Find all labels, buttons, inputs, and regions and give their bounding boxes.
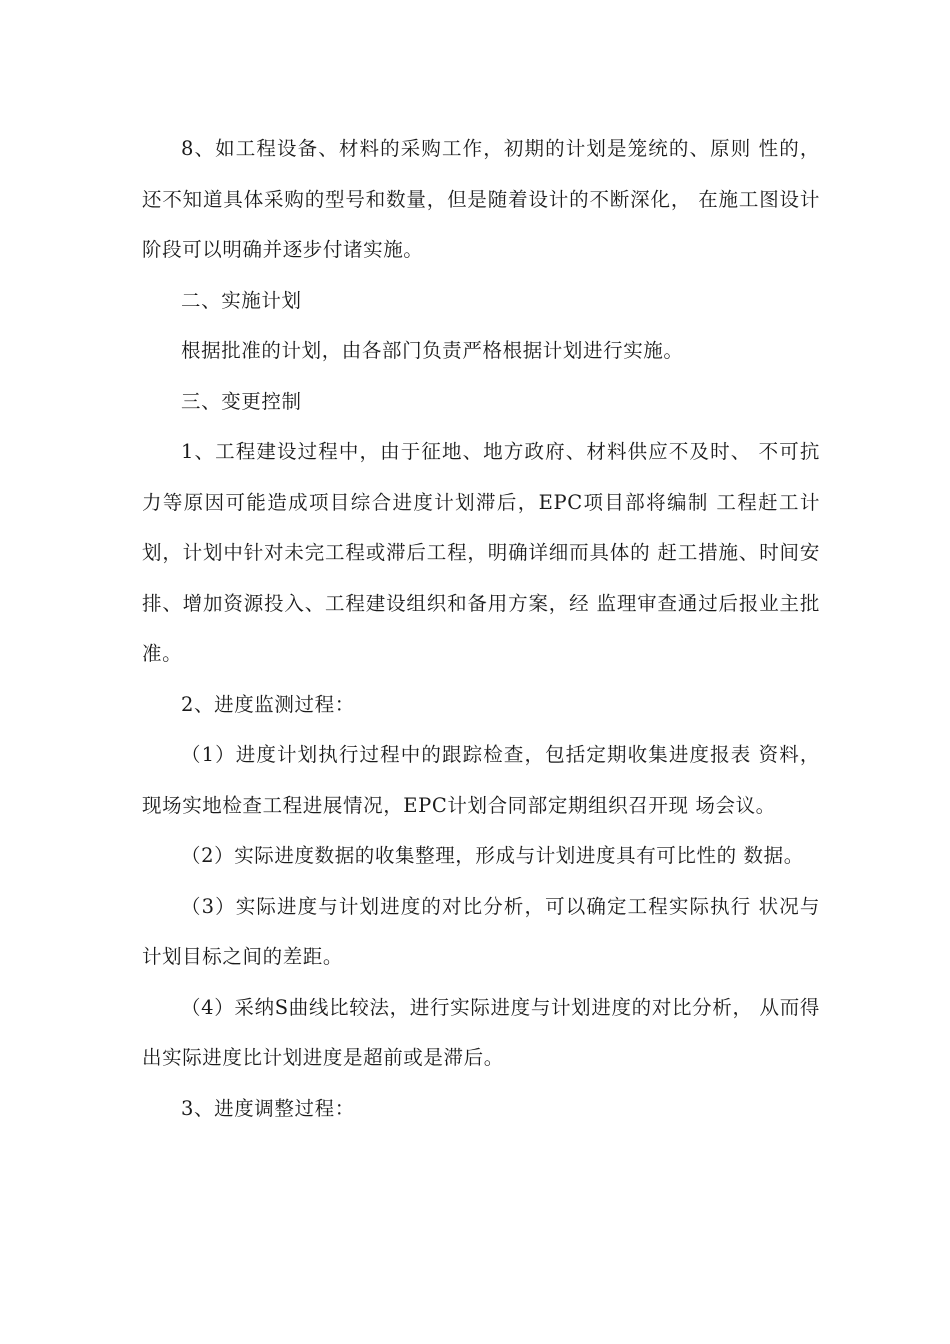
paragraph-monitoring-sub-1: （1）进度计划执行过程中的跟踪检查，包括定期收集进度报表 资料，现场实地检查工程进展情况，EPC计划合同部定期组织召开现 场会议。 — [142, 743, 820, 817]
paragraph-monitoring-sub-2: （2）实际进度数据的收集整理，形成与计划进度具有可比性的 数据。 — [181, 844, 804, 867]
paragraph-monitoring-process: 2、进度监测过程： — [181, 692, 355, 716]
paragraph-implementation: 根据批准的计划，由各部门负责严格根据计划进行实施。 — [181, 339, 684, 362]
paragraph-change-item-1: 1、工程建设过程中，由于征地、地方政府、材料供应不及时、 不可抗力等原因可能造成项目综合进度计划滞后，EPC项目部将编制 工程赶工计划，计划中针对未完工程或滞后工程，明确详细而具体的 赶工措施、时间安排、增加资源投入、工程建设组织和备用方案，经 监理审查通过后报业主批准。 — [142, 440, 820, 665]
paragraph-adjustment-process: 3、进度调整过程： — [181, 1096, 355, 1120]
paragraph-monitoring-sub-4: （4）采纳S曲线比较法，进行实际进度与计划进度的对比分析， 从而得出实际进度比计划进度是超前或是滞后。 — [142, 995, 820, 1069]
paragraph-monitoring-sub-3: （3）实际进度与计划进度的对比分析，可以确定工程实际执行 状况与计划目标之间的差距。 — [142, 894, 820, 968]
document-page — [142, 124, 820, 1134]
section-heading-change-control: 三、变更控制 — [181, 389, 302, 413]
paragraph-procurement-item-8: 8、如工程设备、材料的采购工作，初期的计划是笼统的、原则 性的，还不知道具体采购的型号和数量，但是随着设计的不断深化， 在施工图设计阶段可以明确并逐步付诸实施。 — [142, 137, 820, 261]
section-heading-implementation-plan: 二、实施计划 — [181, 288, 302, 312]
